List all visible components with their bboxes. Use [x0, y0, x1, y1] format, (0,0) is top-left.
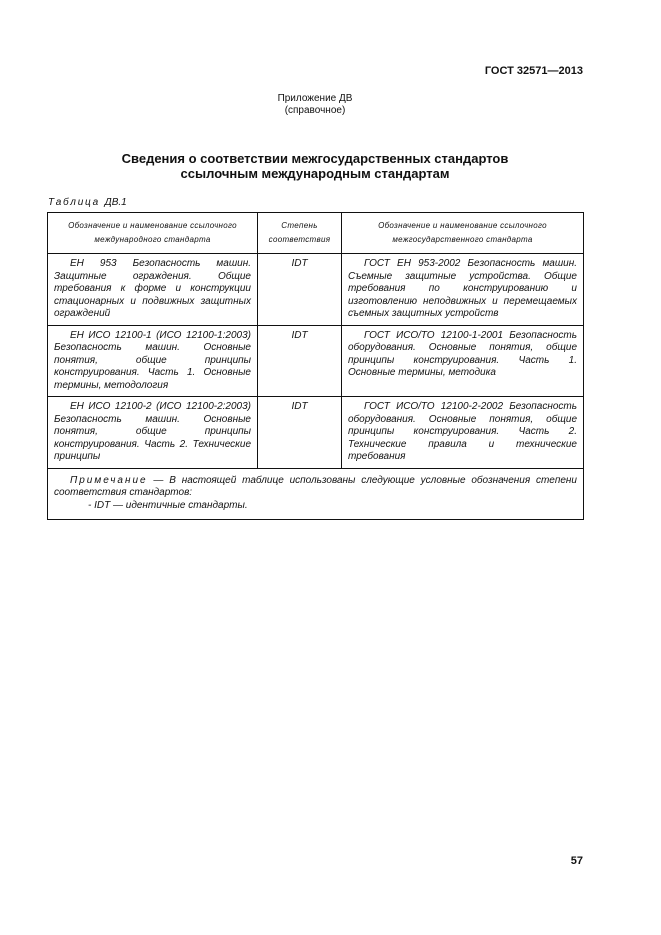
table-row	[48, 397, 584, 469]
cell-gost: ГОСТ ИСО/ТО 12100-2-2002 Безопасность оборудования. Основные понятия, общие принципы конструирования. Часть 2. Технические правила и технические требования	[342, 397, 584, 469]
section-title-line2: ссылочным международным стандартам	[180, 166, 450, 181]
note-label: Примечание	[70, 474, 148, 486]
page-number: 57	[570, 855, 583, 867]
cell-intl: ЕН 953 Безопасность машин. Защитные ограждения. Общие требования к форме и конструкции стационарных и подвижных защитных ограждений	[48, 254, 258, 326]
table-note-row	[48, 468, 584, 520]
cell-gost: ГОСТ ИСО/ТО 12100-1-2001 Безопасность оборудования. Основные понятия, общие принципы конструирования. Часть 1. Основные термины, методика	[342, 325, 584, 397]
header-gost: Обозначение и наименование ссылочного межгосударственного стандарта	[342, 213, 584, 254]
cell-intl: ЕН ИСО 12100-2 (ИСО 12100-2:2003) Безопасность машин. Основные понятия, общие принципы конструирования. Часть 2. Технические принципы	[48, 397, 258, 469]
table-row	[48, 254, 584, 326]
appendix-subtitle: (справочное)	[284, 105, 346, 116]
appendix-title: Приложение ДВ	[277, 93, 353, 104]
table-row	[48, 325, 584, 397]
correspondence-table	[47, 212, 584, 520]
document-header: ГОСТ 32571—2013	[484, 65, 583, 77]
table-label-prefix: Таблица	[48, 197, 101, 208]
note-item: - IDT — идентичные стандарты.	[88, 499, 248, 511]
appendix-heading	[0, 93, 630, 117]
cell-gost: ГОСТ ЕН 953-2002 Безопасность машин. Съемные защитные устройства. Общие требования по конструированию и изготовлению неподвижных и перемещаемых съемных защитных устройств	[342, 254, 584, 326]
header-degree: Степень соответствия	[258, 213, 342, 254]
table-label-number: ДВ.1	[104, 197, 127, 208]
table-header-row	[48, 213, 584, 254]
table-label	[48, 197, 127, 208]
table-note	[48, 468, 584, 520]
cell-degree: IDT	[258, 254, 342, 326]
note-text: — В настоящей таблице использованы следующие условные обозначения степени соответствия стандартов:	[54, 474, 577, 498]
header-intl: Обозначение и наименование ссылочного международного стандарта	[48, 213, 258, 254]
section-title	[0, 151, 630, 181]
cell-degree: IDT	[258, 325, 342, 397]
cell-degree: IDT	[258, 397, 342, 469]
cell-intl: ЕН ИСО 12100-1 (ИСО 12100-1:2003) Безопасность машин. Основные понятия, общие принципы конструирования. Часть 1. Основные термины, методология	[48, 325, 258, 397]
section-title-line1: Сведения о соответствии межгосударственных стандартов	[121, 151, 509, 166]
